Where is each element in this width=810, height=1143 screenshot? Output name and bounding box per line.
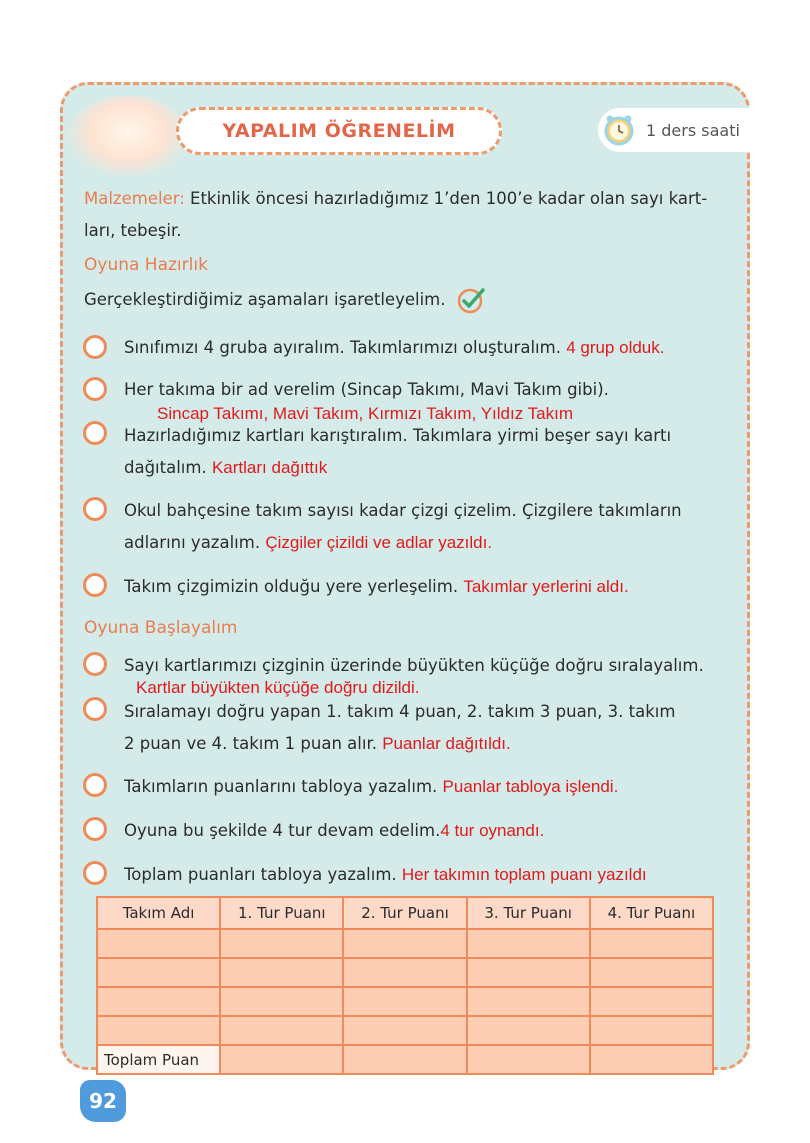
- alarm-clock-icon: [602, 113, 636, 147]
- prep-item-4-line-1: Okul bahçesine takım sayısı kadar çizgi çizelim. Çizgilere takımların: [124, 501, 682, 520]
- prep-item-5: Takım çizgimizin olduğu yere yerleşelim. Takımlar yerlerini aldı.: [124, 577, 629, 596]
- answer-4: Çizgiler çizildi ve adlar yazıldı.: [265, 533, 493, 552]
- answer-8: Puanlar tabloya işlendi.: [442, 777, 619, 796]
- preparation-instruction: Gerçekleştirdiğimiz aşamaları işaretleyelim.: [84, 290, 446, 309]
- game-heading: Oyuna Başlayalım: [84, 618, 238, 638]
- checkbox-write-scores[interactable]: [83, 773, 107, 797]
- checkbox-take-positions[interactable]: [83, 573, 107, 597]
- checkbox-total-scores[interactable]: [83, 861, 107, 885]
- score-table: [96, 896, 714, 1075]
- answer-1: 4 grup olduk.: [566, 338, 665, 357]
- duration-text: 1 ders saati: [646, 120, 740, 140]
- table-row: [97, 987, 713, 1016]
- answer-5: Takımlar yerlerini aldı.: [463, 577, 629, 596]
- checkbox-four-rounds[interactable]: [83, 817, 107, 841]
- game-item-4: Oyuna bu şekilde 4 tur devam edelim.4 tur oynandı.: [124, 821, 545, 840]
- table-cell[interactable]: [97, 958, 220, 987]
- materials-text: Etkinlik öncesi hazırladığımız 1’den 100’e kadar olan sayı kart-: [190, 189, 708, 208]
- materials-line-1: [84, 187, 707, 211]
- table-cell[interactable]: [220, 1016, 343, 1045]
- table-cell[interactable]: [343, 1016, 466, 1045]
- table-cell[interactable]: [467, 1045, 590, 1074]
- checkbox-draw-lines[interactable]: [83, 497, 107, 521]
- checkmark-icon: [456, 285, 486, 315]
- table-cell[interactable]: [220, 958, 343, 987]
- duration-badge: [598, 108, 758, 152]
- table-cell[interactable]: [343, 987, 466, 1016]
- header-round-2: 2. Tur Puanı: [343, 897, 466, 929]
- table-row: [97, 1016, 713, 1045]
- prep-item-3-line-2: dağıtalım. Kartları dağıttık: [124, 458, 328, 477]
- section-title: YAPALIM ÖĞRENELİM: [222, 120, 456, 142]
- answer-3: Kartları dağıttık: [211, 458, 328, 477]
- answer-9: 4 tur oynandı.: [440, 821, 545, 840]
- game-item-2-line-2: 2 puan ve 4. takım 1 puan alır. Puanlar dağıtıldı.: [124, 734, 511, 753]
- table-cell[interactable]: [97, 929, 220, 958]
- page-number-badge: [80, 1080, 126, 1122]
- table-cell[interactable]: [97, 1016, 220, 1045]
- total-label: Toplam Puan: [97, 1045, 220, 1074]
- prep-item-4-line-2: adlarını yazalım. Çizgiler çizildi ve adlar yazıldı.: [124, 533, 493, 552]
- checkbox-sort-cards[interactable]: [83, 652, 107, 676]
- header-round-1: 1. Tur Puanı: [220, 897, 343, 929]
- game-item-5: Toplam puanları tabloya yazalım. Her takımın toplam puanı yazıldı: [124, 865, 647, 884]
- materials-line-2: ları, tebeşir.: [84, 221, 182, 240]
- checkbox-scoring[interactable]: [83, 697, 107, 721]
- game-item-1: Sayı kartlarımızı çizginin üzerinde büyükten küçüğe doğru sıralayalım.: [124, 656, 704, 675]
- table-cell[interactable]: [467, 1016, 590, 1045]
- table-cell[interactable]: [590, 1016, 713, 1045]
- checkbox-shuffle-cards[interactable]: [83, 421, 107, 445]
- table-cell[interactable]: [220, 929, 343, 958]
- header-team-name: Takım Adı: [97, 897, 220, 929]
- table-cell[interactable]: [590, 929, 713, 958]
- checkbox-team-names[interactable]: [83, 377, 107, 401]
- answer-2: Sincap Takımı, Mavi Takım, Kırmızı Takım, Yıldız Takım: [157, 404, 573, 423]
- page-number: 92: [89, 1089, 117, 1113]
- answer-7: Puanlar dağıtıldı.: [382, 734, 511, 753]
- game-item-2-line-1: Sıralamayı doğru yapan 1. takım 4 puan, 2. takım 3 puan, 3. takım: [124, 702, 676, 721]
- table-cell[interactable]: [220, 1045, 343, 1074]
- table-cell[interactable]: [467, 958, 590, 987]
- sun-decoration: [68, 96, 188, 176]
- table-cell[interactable]: [97, 987, 220, 1016]
- header-round-3: 3. Tur Puanı: [467, 897, 590, 929]
- table-cell[interactable]: [590, 1045, 713, 1074]
- table-total-row: [97, 1045, 713, 1074]
- answer-10: Her takımın toplam puanı yazıldı: [401, 865, 647, 884]
- table-cell[interactable]: [220, 987, 343, 1016]
- table-cell[interactable]: [590, 958, 713, 987]
- table-row: [97, 929, 713, 958]
- section-title-badge: [176, 107, 502, 155]
- table-cell[interactable]: [343, 929, 466, 958]
- prep-item-1: Sınıfımızı 4 gruba ayıralım. Takımlarımızı oluşturalım. 4 grup olduk.: [124, 338, 665, 357]
- preparation-heading: Oyuna Hazırlık: [84, 255, 208, 275]
- answer-6: Kartlar büyükten küçüğe doğru dizildi.: [136, 678, 420, 697]
- prep-item-3-line-1: Hazırladığımız kartları karıştıralım. Takımlara yirmi beşer sayı kartı: [124, 426, 672, 445]
- table-header-row: [97, 897, 713, 929]
- materials-label: Malzemeler:: [84, 189, 185, 208]
- table-cell[interactable]: [343, 958, 466, 987]
- header-round-4: 4. Tur Puanı: [590, 897, 713, 929]
- checkbox-grouping[interactable]: [83, 335, 107, 359]
- table-row: [97, 958, 713, 987]
- table-cell[interactable]: [343, 1045, 466, 1074]
- table-cell[interactable]: [467, 929, 590, 958]
- prep-item-2: Her takıma bir ad verelim (Sincap Takımı, Mavi Takım gibi).: [124, 380, 609, 399]
- table-cell[interactable]: [467, 987, 590, 1016]
- table-cell[interactable]: [590, 987, 713, 1016]
- game-item-3: Takımların puanlarını tabloya yazalım. Puanlar tabloya işlendi.: [124, 777, 619, 796]
